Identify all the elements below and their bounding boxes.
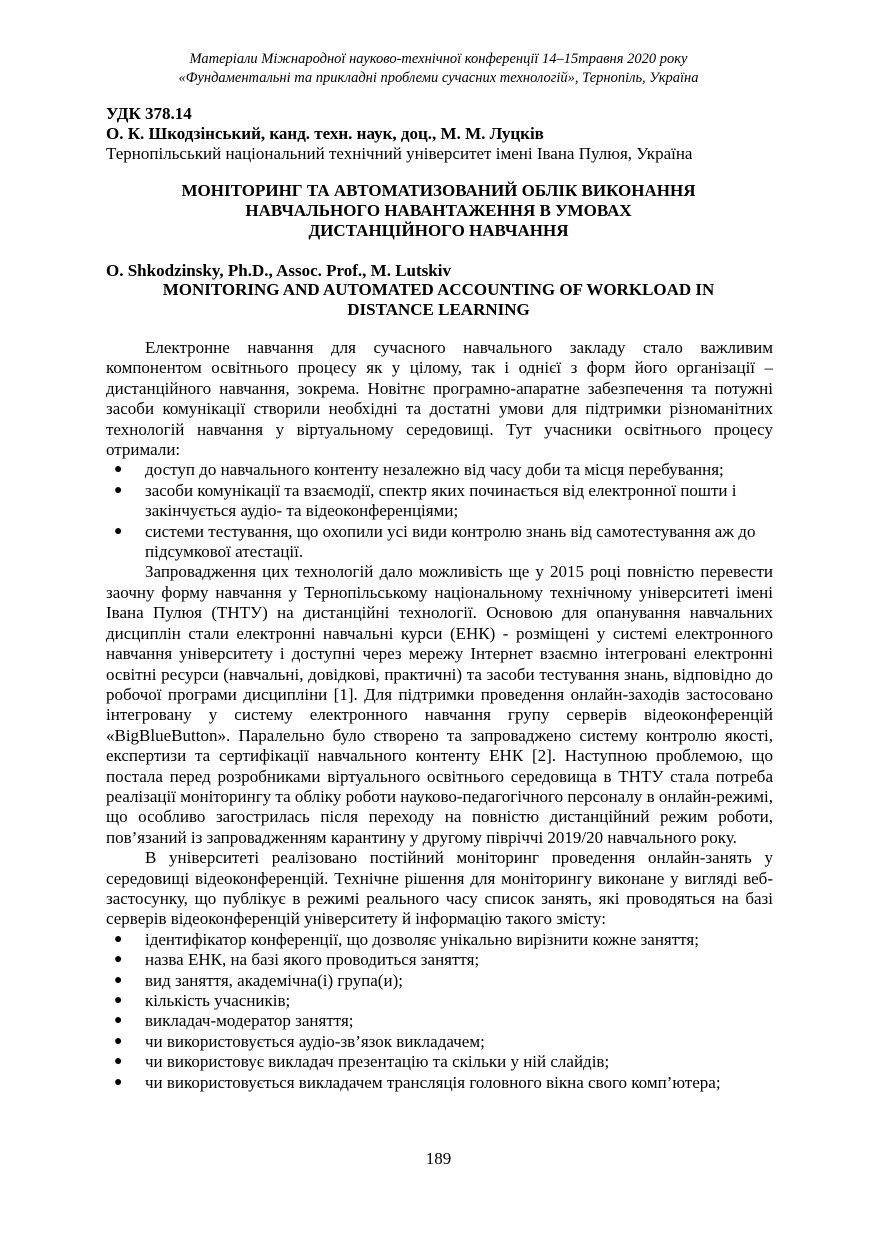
bullet-icon: ● xyxy=(114,1054,123,1070)
bullet-icon: ● xyxy=(114,523,123,539)
bullet-icon: ● xyxy=(114,972,123,988)
title-ua-line-1: МОНІТОРИНГ ТА АВТОМАТИЗОВАНИЙ ОБЛІК ВИКОНАННЯ xyxy=(181,181,696,200)
conference-header-line-2: «Фундаментальні та прикладні проблеми сучасних технологій», Тернопіль, Україна xyxy=(178,70,699,86)
title-en xyxy=(106,280,771,320)
affiliation: Тернопільський національний технічний університет імені Івана Пулюя, Україна xyxy=(106,144,693,163)
authors-en: O. Shkodzinsky, Ph.D., Assoc. Prof., M. Lutskiv xyxy=(106,261,451,280)
bullet-icon: ● xyxy=(114,952,123,968)
list-item xyxy=(106,971,773,991)
bullet-icon: ● xyxy=(114,1074,123,1090)
page-number: 189 xyxy=(425,1149,452,1168)
bullet-icon: ● xyxy=(114,993,123,1008)
bullet-icon: ● xyxy=(114,931,123,947)
udc-code: УДК 378.14 xyxy=(106,104,192,123)
title-ua-line-3: ДИСТАНЦІЙНОГО НАВЧАННЯ xyxy=(308,221,569,240)
bullet-icon: ● xyxy=(114,1033,123,1049)
list-item-text: кількість учасників; xyxy=(145,991,291,1010)
authors-ua: О. К. Шкодзінський, канд. техн. наук, доц., М. М. Луцків xyxy=(106,124,544,143)
list-item-text: вид заняття, академічна(і) група(и); xyxy=(145,970,403,990)
title-en-line-2: DISTANCE LEARNING xyxy=(347,300,530,319)
conference-header xyxy=(0,50,877,88)
list-item-text: доступ до навчального контенту незалежно від часу доби та місця перебування; xyxy=(145,460,724,480)
list-item xyxy=(106,950,773,970)
paragraph-1: Електронне навчання для сучасного навчального закладу стало важливим компонентом освітнього процесу як у цілому, так і однієї з форм його організації – дистанційного навчання, зокрема. Новітнє програмно-апаратне забезпечення та потужні засоби комунікації створили необхідні та достатні умови для підтримки різноманітних технологій навчання у віртуальному середовищі. Тут учасники освітнього процесу отримали: xyxy=(106,338,773,460)
title-en-line-1: MONITORING AND AUTOMATED ACCOUNTING OF WORKLOAD IN xyxy=(162,280,715,299)
paragraph-3: В університеті реалізовано постійний моніторинг проведення онлайн-занять у середовищі відеоконференцій. Технічне рішення для моніторингу виконане у вигляді веб-застосунку, що публікує в режимі реального часу список занять, які проводяться на базі серверів відеоконференцій університету й інформацію такого змісту: xyxy=(106,848,773,929)
bullet-icon: ● xyxy=(114,1013,123,1029)
list-item-text: назва ЕНК, на базі якого проводиться заняття; xyxy=(145,950,480,970)
list-item xyxy=(106,1052,773,1072)
paragraph-2: Запровадження цих технологій дало можливість ще у 2015 році повністю перевести заочну форму навчання у Тернопільському національному технічному університеті імені Івана Пулюя (ТНТУ) на дистанційні технології. Основою для опанування навчальних дисциплін стали електронні навчальні курси (ЕНК) - розміщені у системі електронного навчання університету і доступні через мережу Інтернет взаємно інтегровані електронні освітні ресурси (навчальні, довідкові, практичні) та засоби тестування знань, відповідно до робочої програми дисципліни [1]. Для підтримки проведення онлайн-заходів застосовано інтегровану у систему електронного навчання групу серверів відеоконференцій «BigBlueButton». Паралельно було створено та запроваджено систему контролю якості, експертизи та сертифікації навчального контенту ЕНК [2]. Наступною проблемою, що постала перед розробниками віртуального освітнього середовища в ТНТУ стала потреба реалізації моніторингу та обліку роботи науково-педагогічного персоналу в онлайн-режимі, що особливо загострилась після переходу на повністю дистанційний режим роботи, пов’язаний із запровадженням карантину у другому півріччі 2019/20 навчального року. xyxy=(106,562,773,847)
list-item xyxy=(106,460,773,480)
monitoring-info-list xyxy=(106,930,773,1093)
list-item-text: ідентифікатор конференції, що дозволяє унікально вирізнити кожне заняття; xyxy=(145,929,699,949)
bullet-icon: ● xyxy=(114,462,123,478)
list-item-text: засоби комунікації та взаємодії, спектр яких починається від електронної пошти і закінчується аудіо- та відеоконференціями; xyxy=(145,480,737,521)
list-item-text: чи використовується викладачем трансляція головного вікна свого комп’ютера; xyxy=(145,1072,721,1092)
list-item xyxy=(106,930,773,950)
bullet-icon: ● xyxy=(114,482,123,498)
list-item xyxy=(106,1032,773,1052)
feature-list xyxy=(106,460,773,562)
conference-header-line-1: Матеріали Міжнародної науково-технічної конференції 14–15травня 2020 року xyxy=(189,51,688,67)
list-item-text: системи тестування, що охопили усі види контролю знань від самотестування аж до підсумкової атестації. xyxy=(145,521,756,562)
article-body xyxy=(106,338,773,1093)
title-ua xyxy=(106,181,771,241)
title-ua-line-2: НАВЧАЛЬНОГО НАВАНТАЖЕННЯ В УМОВАХ xyxy=(245,201,632,220)
list-item-text: чи використовує викладач презентацію та скільки у ній слайдів; xyxy=(145,1052,610,1072)
list-item xyxy=(106,991,773,1011)
list-item xyxy=(106,481,773,522)
list-item xyxy=(106,522,773,563)
list-item xyxy=(106,1073,773,1093)
list-item-text: викладач-модератор заняття; xyxy=(145,1011,354,1031)
list-item-text: чи використовується аудіо-зв’язок викладачем; xyxy=(145,1031,485,1051)
list-item xyxy=(106,1011,773,1031)
